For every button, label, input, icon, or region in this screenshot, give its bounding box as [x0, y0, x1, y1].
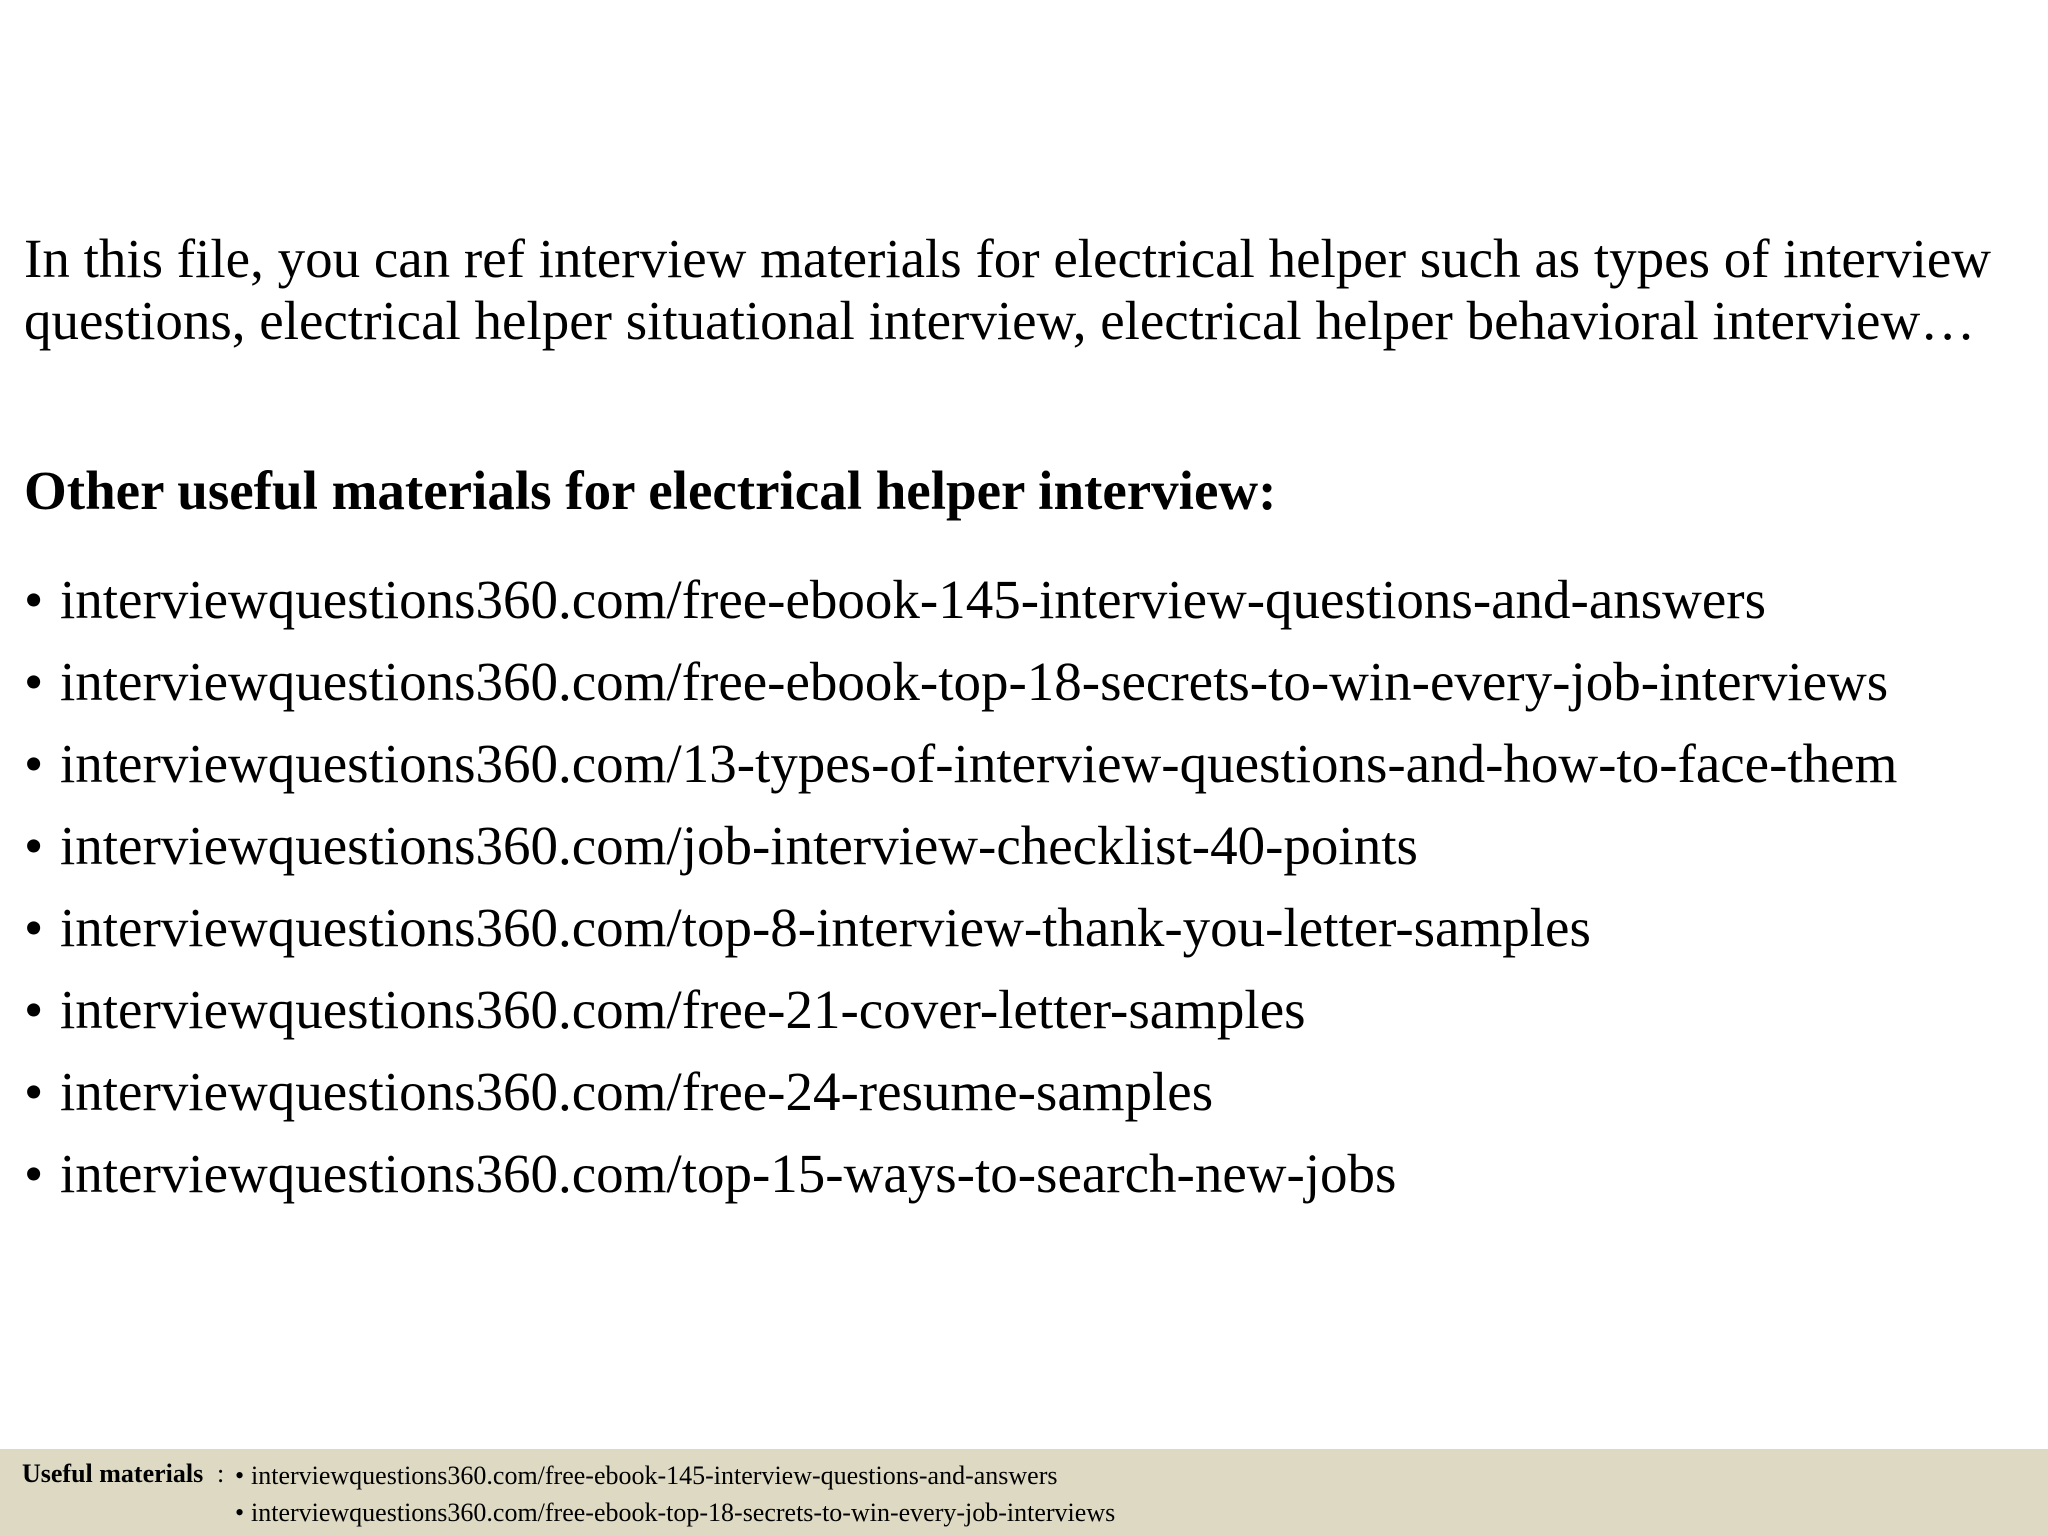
link-thank-you-letters[interactable]: interviewquestions360.com/top-8-interview-thank-you-letter-samples [60, 897, 1591, 958]
bullet-icon: • [24, 733, 44, 794]
link-resume-samples[interactable]: interviewquestions360.com/free-24-resume-samples [60, 1061, 1214, 1122]
bullet-icon: • [24, 1143, 44, 1204]
link-cover-letter-samples[interactable]: interviewquestions360.com/free-21-cover-letter-samples [60, 979, 1306, 1040]
bullet-icon: • [24, 979, 44, 1040]
list-item [24, 641, 1897, 723]
list-item [24, 723, 1897, 805]
list-item [24, 969, 1897, 1051]
link-13-types-of-questions[interactable]: interviewquestions360.com/13-types-of-interview-questions-and-how-to-face-them [60, 733, 1898, 794]
bullet-icon: • [24, 897, 44, 958]
link-search-new-jobs[interactable]: interviewquestions360.com/top-15-ways-to-search-new-jobs [60, 1143, 1397, 1204]
list-item [24, 559, 1897, 641]
bullet-icon: • [24, 815, 44, 876]
bullet-icon: • [24, 569, 44, 630]
footer-link-free-ebook-top-18[interactable]: interviewquestions360.com/free-ebook-top-18-secrets-to-win-every-job-interviews [251, 1498, 1116, 1527]
bullet-icon: • [24, 1061, 44, 1122]
bullet-icon: • [235, 1498, 245, 1527]
link-interview-checklist[interactable]: interviewquestions360.com/job-interview-checklist-40-points [60, 815, 1418, 876]
footer-separator: : [217, 1459, 225, 1488]
footer-label: Useful materials [22, 1459, 204, 1488]
footer-list-item [235, 1494, 1115, 1531]
footer-list-item [235, 1457, 1115, 1494]
link-free-ebook-top-18[interactable]: interviewquestions360.com/free-ebook-top-18-secrets-to-win-every-job-interviews [60, 651, 1889, 712]
footer-link-list [235, 1457, 1115, 1531]
list-item [24, 1051, 1897, 1133]
footer-link-free-ebook-145[interactable]: interviewquestions360.com/free-ebook-145-interview-questions-and-answers [251, 1461, 1058, 1490]
list-item [24, 1133, 1897, 1215]
list-item [24, 805, 1897, 887]
bullet-icon: • [24, 651, 44, 712]
link-free-ebook-145[interactable]: interviewquestions360.com/free-ebook-145-interview-questions-and-answers [60, 569, 1767, 630]
bullet-icon: • [235, 1461, 245, 1490]
materials-heading: Other useful materials for electrical helper interview: [24, 460, 1277, 521]
materials-link-list [24, 559, 1897, 1215]
intro-paragraph: In this file, you can ref interview materials for electrical helper such as types of interview questions, electrical helper situational interview, electrical helper behavioral interview… [24, 228, 1992, 351]
footer-bar [0, 1449, 2048, 1536]
list-item [24, 887, 1897, 969]
